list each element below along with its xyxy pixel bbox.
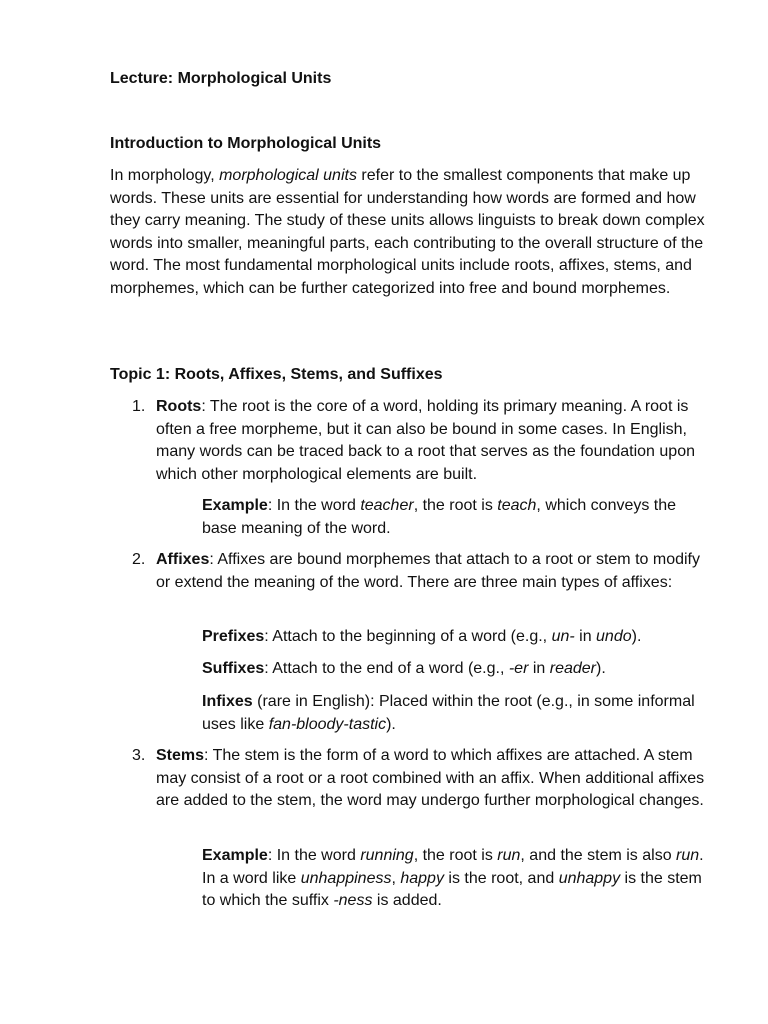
term-stems: Stems (156, 747, 205, 764)
entry-word: un- (551, 628, 575, 645)
example-text: is the root, and (443, 869, 559, 887)
example-word: teacher (360, 497, 414, 514)
entry-word: reader (549, 660, 596, 677)
list-number: 3. (132, 747, 146, 764)
example-word: teach (497, 497, 537, 514)
example-word: unhappiness (300, 869, 392, 887)
example-text: , the root is (413, 847, 498, 864)
document-page (110, 68, 714, 909)
example-text: , which conveys the base meaning of the word. (202, 497, 677, 537)
suffixes-entry (202, 658, 714, 681)
list-item-body (156, 396, 712, 486)
stems-text: : The stem is the form of a word to which affixes are attached. A stem may consist of a root or a root combined with an affix. When additional affixes are added to the stem, the word may undergo further morphological changes. (156, 747, 705, 809)
entry-text: ). (386, 715, 396, 733)
entry-text: ). (596, 660, 606, 677)
roots-example (202, 495, 714, 540)
example-word: unhappy (558, 869, 621, 887)
example-word: happy (400, 869, 444, 887)
infixes-label: Infixes (202, 693, 253, 710)
intro-heading: Introduction to Morphological Units (110, 135, 382, 152)
example-text: is the stem to which the suffix (202, 869, 702, 909)
example-word: run (676, 847, 700, 864)
list-item-body (156, 549, 712, 594)
prefixes-entry (202, 626, 714, 649)
intro-term: morphological units (219, 167, 357, 184)
intro-lead: In morphology, (110, 167, 220, 184)
list-item-roots (110, 396, 714, 486)
example-text: , the root is (413, 497, 498, 514)
suffixes-label: Suffixes (202, 660, 265, 677)
infixes-entry (202, 691, 714, 736)
entry-text: (rare in English): Placed within the root (e.g., in some informal uses like (202, 693, 695, 733)
entry-text: ). (631, 628, 642, 645)
entry-text: : Attach to the beginning of a word (e.g., (264, 628, 552, 645)
document-title: Lecture: Morphological Units (110, 70, 332, 87)
entry-text: in (528, 660, 550, 677)
example-text: is added. (372, 892, 442, 909)
entry-word: -er (508, 660, 529, 677)
prefixes-label: Prefixes (202, 628, 265, 645)
list-item-affixes (110, 549, 714, 594)
example-word: running (360, 847, 414, 864)
list-number: 1. (132, 398, 146, 415)
example-text: . In a word like (202, 847, 704, 887)
entry-text: in (574, 628, 597, 645)
entry-word: undo (596, 628, 632, 645)
entry-text: : Attach to the end of a word (e.g., (264, 660, 509, 677)
example-word: -ness (333, 892, 373, 909)
example-word: run (497, 847, 521, 864)
entry-word: fan-bloody-tastic (268, 715, 387, 733)
roots-text: : The root is the core of a word, holding its primary meaning. A root is often a free morpheme, but it can also be bound in some cases. In English, many words can be traced back to a root that serves as the foundation upon which other morphological elements are built. (156, 398, 695, 483)
example-text: , (391, 869, 401, 887)
example-text: , and the stem is also (520, 847, 677, 864)
intro-rest: refer to the smallest components that make up words. These units are essential for understanding how words are formed and how they carry meaning. The study of these units allows linguists to break down complex words into smaller, meaningful parts, each contributing to the overall structure of the word. The most fundamental morphological units include roots, affixes, stems, and morphemes, which can be further categorized into free and bound morphemes. (110, 167, 705, 297)
list-item-stems (110, 745, 714, 813)
example-text: : In the word (267, 847, 361, 864)
example-label: Example (202, 497, 268, 514)
stems-example (202, 845, 714, 913)
affixes-text: : Affixes are bound morphemes that attach to a root or stem to modify or extend the meaning of the word. There are three main types of affixes: (156, 551, 700, 591)
intro-paragraph (110, 165, 714, 300)
term-affixes: Affixes (156, 551, 210, 568)
example-text: : In the word (267, 497, 361, 514)
example-label: Example (202, 847, 268, 864)
list-item-body (156, 745, 712, 813)
term-roots: Roots (156, 398, 202, 415)
topic1-heading: Topic 1: Roots, Affixes, Stems, and Suffixes (110, 366, 443, 383)
list-number: 2. (132, 551, 146, 568)
